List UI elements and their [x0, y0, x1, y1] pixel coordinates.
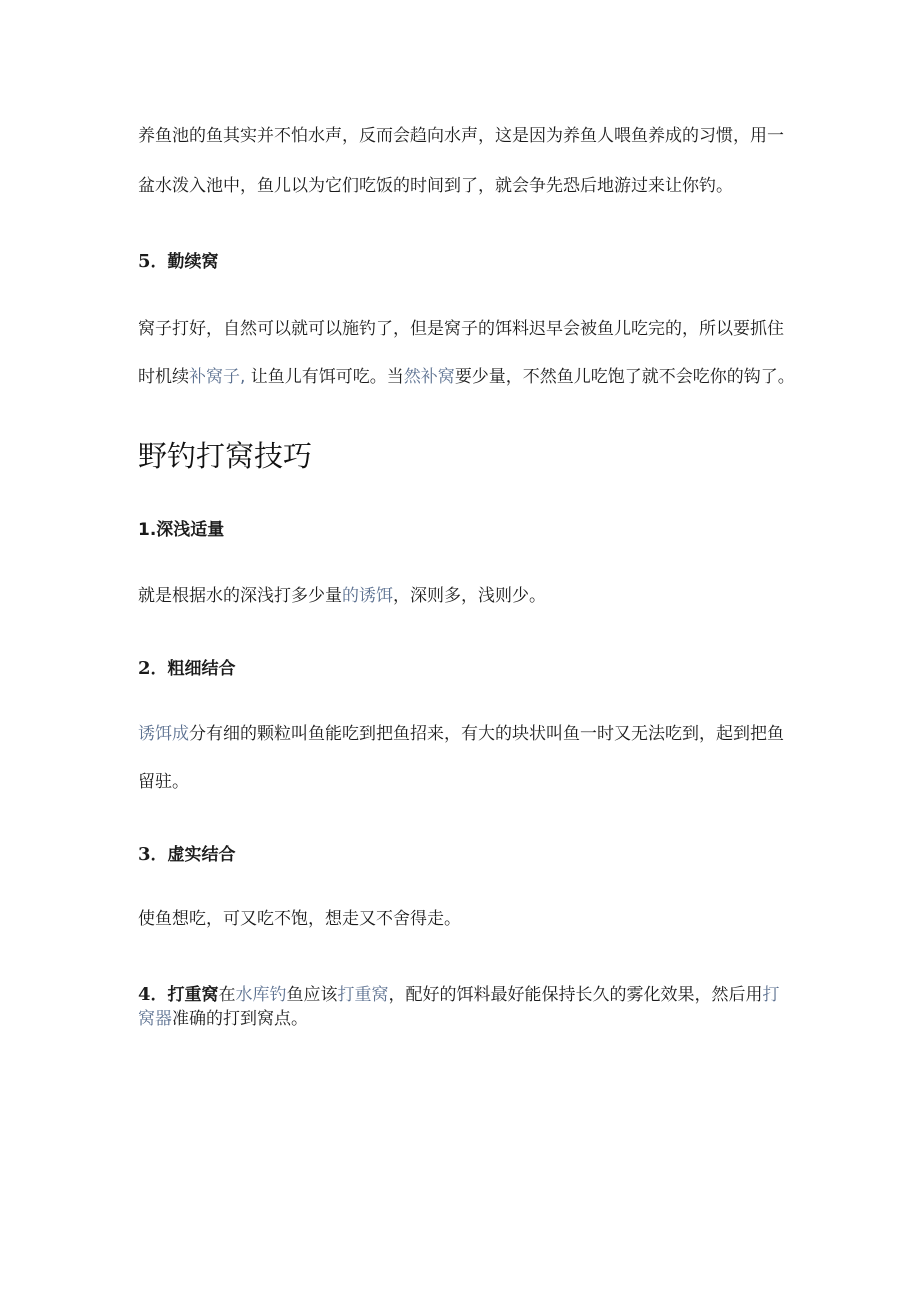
section-5-title-text: ．勤续窝	[150, 252, 219, 272]
text-segment: 分有细的颗粒叫鱼能吃到把鱼招来，有大的块状叫鱼一时又无法吃到，起到把鱼	[189, 724, 784, 744]
tip-2-para-line-2: 留驻。	[138, 772, 189, 792]
link-dawoqi-part2[interactable]: 窝器	[138, 1009, 172, 1029]
section-5-para-line-1: 窝子打好，自然可以就可以施钓了，但是窝子的饵料迟早会被鱼儿吃完的，所以要抓住	[138, 319, 784, 339]
section-5-number: 5	[138, 251, 151, 272]
link-shuikudiao[interactable]: 水库钓	[235, 985, 287, 1005]
link-youercheng[interactable]: 诱饵成	[138, 724, 189, 744]
tip-3-para: 使鱼想吃，可又吃不饱，想走又不舍得走。	[138, 909, 461, 929]
tip-3-number: 3	[138, 844, 151, 865]
tip-2-number: 2	[138, 658, 151, 679]
tip-4-line-1	[138, 984, 780, 1006]
text-segment: 让鱼儿有饵可吃。当	[245, 367, 404, 387]
intro-line-1: 养鱼池的鱼其实并不怕水声，反而会趋向水声，这是因为养鱼人喂鱼养成的习惯，用一	[138, 126, 784, 146]
tip-1-para	[138, 585, 546, 607]
link-bu-wozi[interactable]: 补窝子,	[189, 367, 246, 387]
tip-1-title	[138, 519, 224, 541]
link-youer[interactable]: 的诱饵	[342, 586, 393, 606]
link-ranbuwo[interactable]: 然补窝	[403, 367, 455, 387]
section-5-title	[138, 251, 219, 273]
link-dazhongwo[interactable]: 打重窝	[337, 985, 389, 1005]
text-segment: 准确的打到窝点。	[172, 1009, 308, 1029]
link-dawoqi-part1[interactable]: 打	[762, 985, 780, 1005]
tip-2-para-line-1	[138, 723, 784, 745]
tip-3-title-text: ．虚实结合	[150, 845, 236, 865]
tip-4-line-2	[138, 1008, 308, 1030]
tip-2-title-text: ．粗细结合	[150, 659, 236, 679]
text-segment: ，配好的饵料最好能保持长久的雾化效果，然后用	[388, 985, 763, 1005]
section-heading: 野钓打窝技巧	[138, 439, 313, 473]
text-segment: 就是根据水的深浅打多少量	[138, 586, 342, 606]
text-segment: 时机续	[138, 367, 189, 387]
text-segment: 在	[218, 985, 236, 1005]
tip-4-number: 4	[138, 984, 151, 1005]
section-5-para-line-2	[138, 366, 795, 388]
text-segment: 要少量，不然鱼儿吃饱了就不会吃你的钩了。	[454, 367, 795, 387]
tip-2-title	[138, 658, 236, 680]
tip-1-title-text: 1.深浅适量	[138, 520, 225, 540]
intro-line-2: 盆水泼入池中，鱼儿以为它们吃饭的时间到了，就会争先恐后地游过来让你钓。	[138, 176, 733, 196]
tip-3-title	[138, 844, 236, 866]
text-segment: ，深则多，浅则少。	[393, 586, 546, 606]
tip-4-title-text: ．打重窝	[150, 985, 219, 1005]
text-segment: 鱼应该	[286, 985, 338, 1005]
